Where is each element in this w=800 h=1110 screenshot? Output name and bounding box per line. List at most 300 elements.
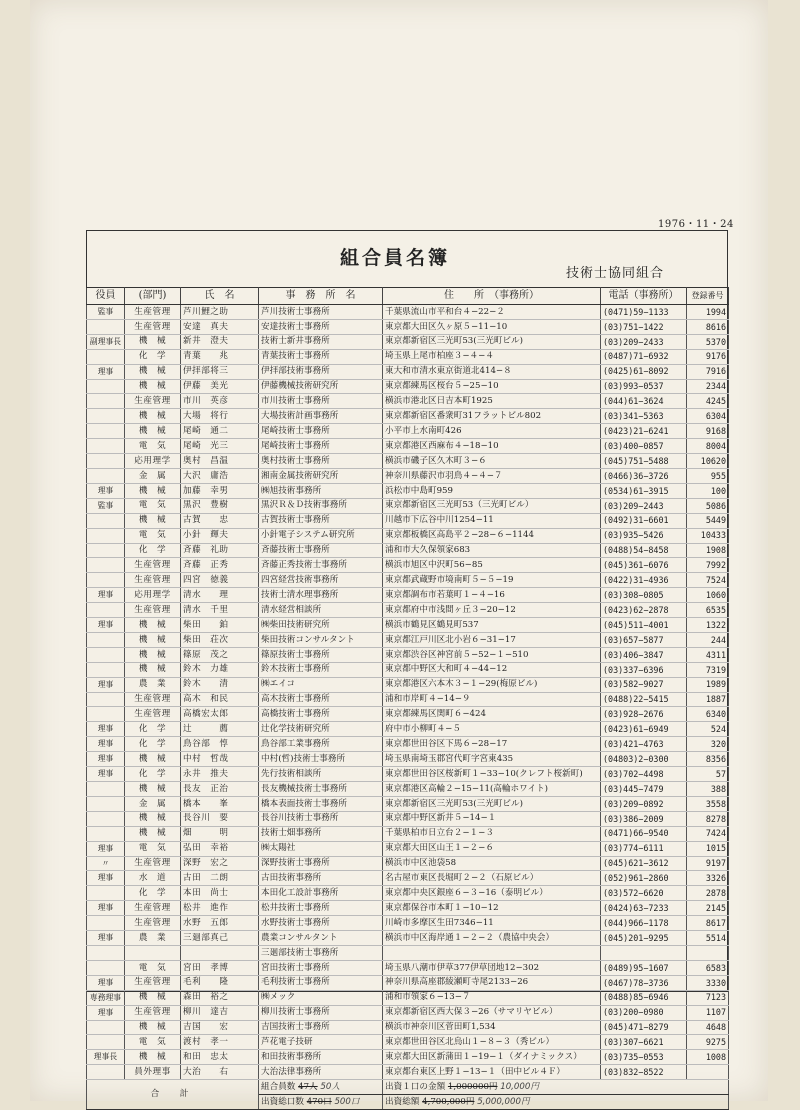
cell-phone: (0471)66−9540 bbox=[601, 826, 687, 841]
cell-name: 大治 右 bbox=[181, 1065, 259, 1080]
cell-name: 篠原 茂之 bbox=[181, 647, 259, 662]
cell-reg: 1887 bbox=[687, 692, 729, 707]
cell-phone: (03)421−4763 bbox=[601, 737, 687, 752]
cell-office: ㈱柴田技術研究所 bbox=[259, 618, 383, 633]
cell-phone: (0423)62−2878 bbox=[601, 603, 687, 618]
cell-role bbox=[87, 379, 125, 394]
cell-dept: 金 属 bbox=[125, 796, 181, 811]
cell-address: 浦和市大久保領家683 bbox=[383, 543, 601, 558]
cell-name: 畑 明 bbox=[181, 826, 259, 841]
cell-address: 神奈川県高座郡綾瀬町寺尾2133−26 bbox=[383, 975, 601, 990]
cell-reg: 8616 bbox=[687, 319, 729, 334]
cell-reg: 8004 bbox=[687, 439, 729, 454]
cell-address: 東京都新宿区三光町53(三光町ビル) bbox=[383, 334, 601, 349]
cell-dept: 生産管理 bbox=[125, 305, 181, 320]
cell-phone: (0423)21−6241 bbox=[601, 424, 687, 439]
cell-office: 清水経営相談所 bbox=[259, 603, 383, 618]
cell-dept: 機 械 bbox=[125, 752, 181, 767]
cell-phone: (0467)78−3736 bbox=[601, 975, 687, 990]
cell-office: 伊拝部技術事務所 bbox=[259, 364, 383, 379]
cell-dept: 電 気 bbox=[125, 1035, 181, 1050]
cell-reg: 1908 bbox=[687, 543, 729, 558]
cell-role bbox=[87, 424, 125, 439]
cell-reg: 4648 bbox=[687, 1020, 729, 1035]
cell-dept: 機 械 bbox=[125, 424, 181, 439]
cell-address: 名古屋市東区長堀町２−２（石原ビル） bbox=[383, 871, 601, 886]
cell-address: 横浜市磯子区久木町３−６ bbox=[383, 454, 601, 469]
cell-reg: 1107 bbox=[687, 1005, 729, 1020]
cell-reg: 1989 bbox=[687, 677, 729, 692]
table-row bbox=[87, 334, 729, 349]
cell-phone: (045)511−4001 bbox=[601, 618, 687, 633]
cell-address: 東京都江戸川区北小岩６−31−17 bbox=[383, 632, 601, 647]
cell-reg bbox=[687, 1065, 729, 1080]
cell-name: 大場 将行 bbox=[181, 409, 259, 424]
cell-address: 東京都世田谷区桜新町１−33−10(クレフト桜新町) bbox=[383, 767, 601, 782]
cell-dept: 機 械 bbox=[125, 379, 181, 394]
cell-name: 高橋宏太郎 bbox=[181, 707, 259, 722]
cell-phone: (03)209−0892 bbox=[601, 796, 687, 811]
cell-dept: 機 械 bbox=[125, 782, 181, 797]
cell-reg: 1994 bbox=[687, 305, 729, 320]
cell-role: 理事 bbox=[87, 975, 125, 990]
cell-reg: 7123 bbox=[687, 990, 729, 1005]
cell-name: 柴田 鉑 bbox=[181, 618, 259, 633]
cell-role: 理事長 bbox=[87, 1050, 125, 1065]
cell-role bbox=[87, 811, 125, 826]
table-row bbox=[87, 1005, 729, 1020]
cell-name: 辻 薦 bbox=[181, 722, 259, 737]
cell-reg: 3326 bbox=[687, 871, 729, 886]
cell-address: 千葉県柏市日立台２−１−３ bbox=[383, 826, 601, 841]
cell-office: ㈱メック bbox=[259, 990, 383, 1005]
cell-role: 理事 bbox=[87, 767, 125, 782]
cell-address: 神奈川県藤沢市羽鳥４−４−７ bbox=[383, 468, 601, 483]
cell-dept: 生産管理 bbox=[125, 975, 181, 990]
cell-name: 宮田 孝博 bbox=[181, 960, 259, 975]
cell-office: 高木技術士事務所 bbox=[259, 692, 383, 707]
cell-role bbox=[87, 692, 125, 707]
cell-phone: (03)209−2433 bbox=[601, 334, 687, 349]
table-row bbox=[87, 1020, 729, 1035]
cell-name: 長友 正治 bbox=[181, 782, 259, 797]
cell-name: 斉藤 礼助 bbox=[181, 543, 259, 558]
cell-dept: 応用理学 bbox=[125, 454, 181, 469]
cell-name: 深野 宏之 bbox=[181, 856, 259, 871]
member-table bbox=[86, 287, 729, 1110]
cell-address: 横浜市鶴見区鶴見町537 bbox=[383, 618, 601, 633]
members-label: 組合員数 bbox=[261, 1081, 296, 1092]
cell-office: 柴田技術コンサルタント bbox=[259, 632, 383, 647]
cell-phone: (03)702−4498 bbox=[601, 767, 687, 782]
cell-phone: (03)386−2009 bbox=[601, 811, 687, 826]
cell-name: 青葉 兆 bbox=[181, 349, 259, 364]
cell-address: 東京都板橋区高島平２−28−６−1144 bbox=[383, 528, 601, 543]
cell-name: 大沢 庸浩 bbox=[181, 468, 259, 483]
cell-role bbox=[87, 960, 125, 975]
cell-name: 弘田 幸裕 bbox=[181, 841, 259, 856]
cell-phone: (044)61−3624 bbox=[601, 394, 687, 409]
cell-dept: 生産管理 bbox=[125, 603, 181, 618]
cell-name: 清水 理 bbox=[181, 588, 259, 603]
members-old: 47人 bbox=[298, 1081, 318, 1092]
cell-phone: (045)621−3612 bbox=[601, 856, 687, 871]
cell-name: 鳥谷部 惇 bbox=[181, 737, 259, 752]
cell-dept: 機 械 bbox=[125, 1050, 181, 1065]
cell-phone: (0422)31−4936 bbox=[601, 573, 687, 588]
cell-office: 奥村技術士事務所 bbox=[259, 454, 383, 469]
cell-name: 森田 裕之 bbox=[181, 990, 259, 1005]
cell-reg: 244 bbox=[687, 632, 729, 647]
cell-name: 安達 真夫 bbox=[181, 319, 259, 334]
cell-name: 水野 五郎 bbox=[181, 916, 259, 931]
cell-reg: 1322 bbox=[687, 618, 729, 633]
table-row bbox=[87, 782, 729, 797]
table-row bbox=[87, 916, 729, 931]
table-row bbox=[87, 454, 729, 469]
cell-phone: (0466)36−3726 bbox=[601, 468, 687, 483]
cell-role bbox=[87, 782, 125, 797]
cell-name bbox=[181, 945, 259, 960]
cell-reg: 7424 bbox=[687, 826, 729, 841]
cell-name: 清水 千里 bbox=[181, 603, 259, 618]
cell-reg: 6535 bbox=[687, 603, 729, 618]
cell-reg: 9275 bbox=[687, 1035, 729, 1050]
cell-reg: 3330 bbox=[687, 975, 729, 990]
cell-role: 理事 bbox=[87, 871, 125, 886]
cell-office: 尾崎技術士事務所 bbox=[259, 424, 383, 439]
cell-dept: 機 械 bbox=[125, 364, 181, 379]
cell-office: 四宮経営技術事務所 bbox=[259, 573, 383, 588]
cell-role: 理事 bbox=[87, 722, 125, 737]
cell-office: 尾崎技術士事務所 bbox=[259, 439, 383, 454]
cell-name: 加藤 幸男 bbox=[181, 483, 259, 498]
table-row bbox=[87, 394, 729, 409]
table-row bbox=[87, 826, 729, 841]
cell-name: 奥村 昌温 bbox=[181, 454, 259, 469]
cell-office: 斉藤正秀技術士事務所 bbox=[259, 558, 383, 573]
cell-phone: (03)200−0980 bbox=[601, 1005, 687, 1020]
cell-phone: (03)993−0537 bbox=[601, 379, 687, 394]
cell-role bbox=[87, 1020, 125, 1035]
cell-address: 東京都武蔵野市境南町５−５−19 bbox=[383, 573, 601, 588]
cell-dept: 機 械 bbox=[125, 618, 181, 633]
cell-reg: 6340 bbox=[687, 707, 729, 722]
cell-name: 柳川 達吉 bbox=[181, 1005, 259, 1020]
cell-dept: 化 学 bbox=[125, 349, 181, 364]
cell-role bbox=[87, 558, 125, 573]
cell-role: 理事 bbox=[87, 483, 125, 498]
cell-name: 黒沢 豊樹 bbox=[181, 498, 259, 513]
cell-reg: 1060 bbox=[687, 588, 729, 603]
cell-role: 理事 bbox=[87, 752, 125, 767]
cell-role bbox=[87, 409, 125, 424]
cell-office: 古賀技術士事務所 bbox=[259, 513, 383, 528]
table-row bbox=[87, 662, 729, 677]
cell-office: 芦川技術士事務所 bbox=[259, 305, 383, 320]
cell-office: 古田技術事務所 bbox=[259, 871, 383, 886]
cell-dept: 機 械 bbox=[125, 811, 181, 826]
cell-role: 理事 bbox=[87, 618, 125, 633]
cell-address bbox=[383, 945, 601, 960]
table-row bbox=[87, 618, 729, 633]
cell-reg: 7319 bbox=[687, 662, 729, 677]
cell-office: 大場技術計画事務所 bbox=[259, 409, 383, 424]
cell-office: 宮田技術士事務所 bbox=[259, 960, 383, 975]
cell-role: 理事 bbox=[87, 841, 125, 856]
table-row bbox=[87, 692, 729, 707]
cell-address: 横浜市港北区日吉本町1925 bbox=[383, 394, 601, 409]
table-row bbox=[87, 1065, 729, 1080]
table-row bbox=[87, 573, 729, 588]
cell-address: 東京都新宿区西大保３−26（サマリヤビル） bbox=[383, 1005, 601, 1020]
cell-dept: 化 学 bbox=[125, 737, 181, 752]
cell-address: 東大和市清水東京街道北414−８ bbox=[383, 364, 601, 379]
cell-reg: 955 bbox=[687, 468, 729, 483]
cell-office: 技術士清水理事務所 bbox=[259, 588, 383, 603]
cell-phone: (03)928−2676 bbox=[601, 707, 687, 722]
cell-dept: 電 気 bbox=[125, 960, 181, 975]
cell-office: 高橋技術士事務所 bbox=[259, 707, 383, 722]
cell-address: 東京都府中市浅間ヶ丘３−20−12 bbox=[383, 603, 601, 618]
document-title: 組合員名簿 bbox=[340, 247, 451, 269]
cell-dept: 生産管理 bbox=[125, 394, 181, 409]
totals-row-1 bbox=[87, 1080, 729, 1095]
cell-phone: (03)307−6621 bbox=[601, 1035, 687, 1050]
cell-name: 三廻部真己 bbox=[181, 931, 259, 946]
cell-office: 長谷川技術士事務所 bbox=[259, 811, 383, 826]
cell-dept: 電 気 bbox=[125, 439, 181, 454]
cell-role bbox=[87, 573, 125, 588]
cell-dept: 水 道 bbox=[125, 871, 181, 886]
cell-office: 本田化工設計事務所 bbox=[259, 886, 383, 901]
header-role: 役員 bbox=[87, 288, 125, 305]
table-row bbox=[87, 543, 729, 558]
table-row bbox=[87, 364, 729, 379]
cell-address: 東京都世田谷区下馬６−28−17 bbox=[383, 737, 601, 752]
cell-reg: 5514 bbox=[687, 931, 729, 946]
table-row bbox=[87, 349, 729, 364]
cell-address: 東京都大田区山王１−２−６ bbox=[383, 841, 601, 856]
table-row bbox=[87, 677, 729, 692]
table-row bbox=[87, 752, 729, 767]
unit-old: 1,000000円 bbox=[447, 1081, 498, 1092]
cell-phone: (052)961−2860 bbox=[601, 871, 687, 886]
header-phone: 電話（事務所） bbox=[601, 288, 687, 305]
header-dept: (部門) bbox=[125, 288, 181, 305]
cell-role bbox=[87, 945, 125, 960]
cell-office: 芦花電子技研 bbox=[259, 1035, 383, 1050]
cell-reg: 320 bbox=[687, 737, 729, 752]
cell-office: 安達技術士事務所 bbox=[259, 319, 383, 334]
cell-phone: (0488)85−6946 bbox=[601, 990, 687, 1005]
cell-name: 松井 進作 bbox=[181, 901, 259, 916]
cell-address: 千葉県流山市平和台４−22−２ bbox=[383, 305, 601, 320]
cell-dept: 化 学 bbox=[125, 722, 181, 737]
cell-office: ㈱エイコ bbox=[259, 677, 383, 692]
cell-office: ㈱太陽社 bbox=[259, 841, 383, 856]
cell-phone bbox=[601, 945, 687, 960]
cell-dept: 機 械 bbox=[125, 990, 181, 1005]
cell-phone: (03)657−5877 bbox=[601, 632, 687, 647]
cell-office: 伊藤機械技術研究所 bbox=[259, 379, 383, 394]
table-row bbox=[87, 841, 729, 856]
cell-address: 東京都新宿区番衆町31フラットビル802 bbox=[383, 409, 601, 424]
cell-name: 尾崎 光三 bbox=[181, 439, 259, 454]
cell-office: 中村(哲)技術士事務所 bbox=[259, 752, 383, 767]
cell-phone: (045)751−5488 bbox=[601, 454, 687, 469]
cell-role: 専務理事 bbox=[87, 990, 125, 1005]
cell-dept: 電 気 bbox=[125, 841, 181, 856]
cell-dept: 生産管理 bbox=[125, 707, 181, 722]
cell-role bbox=[87, 647, 125, 662]
cell-office: 三廻部技術士事務所 bbox=[259, 945, 383, 960]
cell-dept: 電 気 bbox=[125, 528, 181, 543]
totals-label: 合 計 bbox=[87, 1080, 259, 1110]
cell-dept: 生産管理 bbox=[125, 319, 181, 334]
table-row bbox=[87, 498, 729, 513]
cell-reg: 8617 bbox=[687, 916, 729, 931]
cell-role bbox=[87, 1035, 125, 1050]
cell-office: 先行技術相談所 bbox=[259, 767, 383, 782]
cell-reg: 7916 bbox=[687, 364, 729, 379]
cell-name: 永井 推夫 bbox=[181, 767, 259, 782]
cell-reg: 9197 bbox=[687, 856, 729, 871]
cell-office: 毛利技術士事務所 bbox=[259, 975, 383, 990]
cell-dept: 機 械 bbox=[125, 483, 181, 498]
cell-role: 監事 bbox=[87, 498, 125, 513]
cell-reg: 57 bbox=[687, 767, 729, 782]
cell-reg bbox=[687, 945, 729, 960]
cell-dept: 機 械 bbox=[125, 826, 181, 841]
cell-dept: 機 械 bbox=[125, 647, 181, 662]
cell-name: 伊藤 美光 bbox=[181, 379, 259, 394]
cell-phone: (0425)61−8092 bbox=[601, 364, 687, 379]
table-row bbox=[87, 305, 729, 320]
cell-reg: 100 bbox=[687, 483, 729, 498]
cell-reg: 1008 bbox=[687, 1050, 729, 1065]
cell-reg: 5086 bbox=[687, 498, 729, 513]
cell-phone: (03)935−5426 bbox=[601, 528, 687, 543]
total-new: 5,000,000円 bbox=[477, 1096, 530, 1107]
table-row bbox=[87, 931, 729, 946]
cell-name: 尾崎 通二 bbox=[181, 424, 259, 439]
cell-dept: 化 学 bbox=[125, 886, 181, 901]
cell-address: 浦和市領家６−13−７ bbox=[383, 990, 601, 1005]
table-row bbox=[87, 439, 729, 454]
cell-phone: (045)361−6076 bbox=[601, 558, 687, 573]
cell-phone: (0534)61−3915 bbox=[601, 483, 687, 498]
cell-address: 川越市下広谷中川1254−11 bbox=[383, 513, 601, 528]
cell-phone: (03)308−0805 bbox=[601, 588, 687, 603]
table-row bbox=[87, 975, 729, 990]
cell-address: 東京都世田谷区北烏山１−８−３（秀ビル） bbox=[383, 1035, 601, 1050]
cell-reg: 4311 bbox=[687, 647, 729, 662]
total-label: 出資総額 bbox=[385, 1096, 420, 1107]
cell-dept: 生産管理 bbox=[125, 916, 181, 931]
cell-address: 小平市上水南町426 bbox=[383, 424, 601, 439]
cell-role bbox=[87, 886, 125, 901]
table-row bbox=[87, 424, 729, 439]
cell-phone: (03)582−9027 bbox=[601, 677, 687, 692]
table-row bbox=[87, 558, 729, 573]
table-row bbox=[87, 945, 729, 960]
cell-role bbox=[87, 632, 125, 647]
header-reg: 登録番号 bbox=[687, 288, 729, 305]
cell-reg: 9176 bbox=[687, 349, 729, 364]
cell-role bbox=[87, 603, 125, 618]
cell-phone: (0487)71−6932 bbox=[601, 349, 687, 364]
cell-dept: 機 械 bbox=[125, 662, 181, 677]
cell-name: 鈴木 力雄 bbox=[181, 662, 259, 677]
organization-name: 技術士協同組合 bbox=[566, 266, 665, 281]
cell-dept: 化 学 bbox=[125, 543, 181, 558]
cell-address: 府中市小柳町４−５ bbox=[383, 722, 601, 737]
unit-cell bbox=[383, 1080, 729, 1095]
fund-cell bbox=[259, 1095, 383, 1110]
cell-role bbox=[87, 319, 125, 334]
cell-address: 東京都大田区久ヶ原５−11−10 bbox=[383, 319, 601, 334]
table-row bbox=[87, 319, 729, 334]
cell-reg: 8356 bbox=[687, 752, 729, 767]
cell-name: 高木 和民 bbox=[181, 692, 259, 707]
cell-name: 古田 二朗 bbox=[181, 871, 259, 886]
cell-name: 和田 忠太 bbox=[181, 1050, 259, 1065]
cell-role: 理事 bbox=[87, 677, 125, 692]
cell-address: 東京都港区六本木３−１−29(梅原ビル) bbox=[383, 677, 601, 692]
cell-name: 中村 哲哉 bbox=[181, 752, 259, 767]
cell-phone: (0471)59−1133 bbox=[601, 305, 687, 320]
total-old: 4,700,000円 bbox=[422, 1096, 475, 1107]
cell-role: 理事 bbox=[87, 931, 125, 946]
table-row bbox=[87, 603, 729, 618]
cell-dept: 生産管理 bbox=[125, 558, 181, 573]
cell-phone: (0489)95−1607 bbox=[601, 960, 687, 975]
cell-office: 青葉技術士事務所 bbox=[259, 349, 383, 364]
cell-office: 辻化学技術研究所 bbox=[259, 722, 383, 737]
cell-name: 新井 澄夫 bbox=[181, 334, 259, 349]
cell-role: 理事 bbox=[87, 737, 125, 752]
cell-office: 斉藤技術士事務所 bbox=[259, 543, 383, 558]
cell-name: 斉藤 正秀 bbox=[181, 558, 259, 573]
cell-address: 東京都調布市若葉町１−４−16 bbox=[383, 588, 601, 603]
cell-office: 橋本表面技術士事務所 bbox=[259, 796, 383, 811]
table-row bbox=[87, 767, 729, 782]
cell-name: 本田 尚士 bbox=[181, 886, 259, 901]
total-cell bbox=[383, 1095, 729, 1110]
cell-office: 小針電子システム研究所 bbox=[259, 528, 383, 543]
table-row bbox=[87, 1035, 729, 1050]
table-row bbox=[87, 632, 729, 647]
cell-role bbox=[87, 796, 125, 811]
cell-name: 長谷川 要 bbox=[181, 811, 259, 826]
table-row bbox=[87, 379, 729, 394]
table-row bbox=[87, 990, 729, 1005]
table-row bbox=[87, 737, 729, 752]
cell-reg: 2145 bbox=[687, 901, 729, 916]
cell-office: 技術士新井事務所 bbox=[259, 334, 383, 349]
cell-dept: 生産管理 bbox=[125, 573, 181, 588]
cell-role bbox=[87, 394, 125, 409]
cell-name: 伊拝部将三 bbox=[181, 364, 259, 379]
cell-reg: 5449 bbox=[687, 513, 729, 528]
cell-address: 埼玉県八潮市伊草377伊草団地12−302 bbox=[383, 960, 601, 975]
fund-old: 470口 bbox=[306, 1096, 332, 1107]
cell-dept bbox=[125, 945, 181, 960]
cell-dept: 金 属 bbox=[125, 468, 181, 483]
cell-name: 市川 英彦 bbox=[181, 394, 259, 409]
cell-dept: 応用理学 bbox=[125, 588, 181, 603]
